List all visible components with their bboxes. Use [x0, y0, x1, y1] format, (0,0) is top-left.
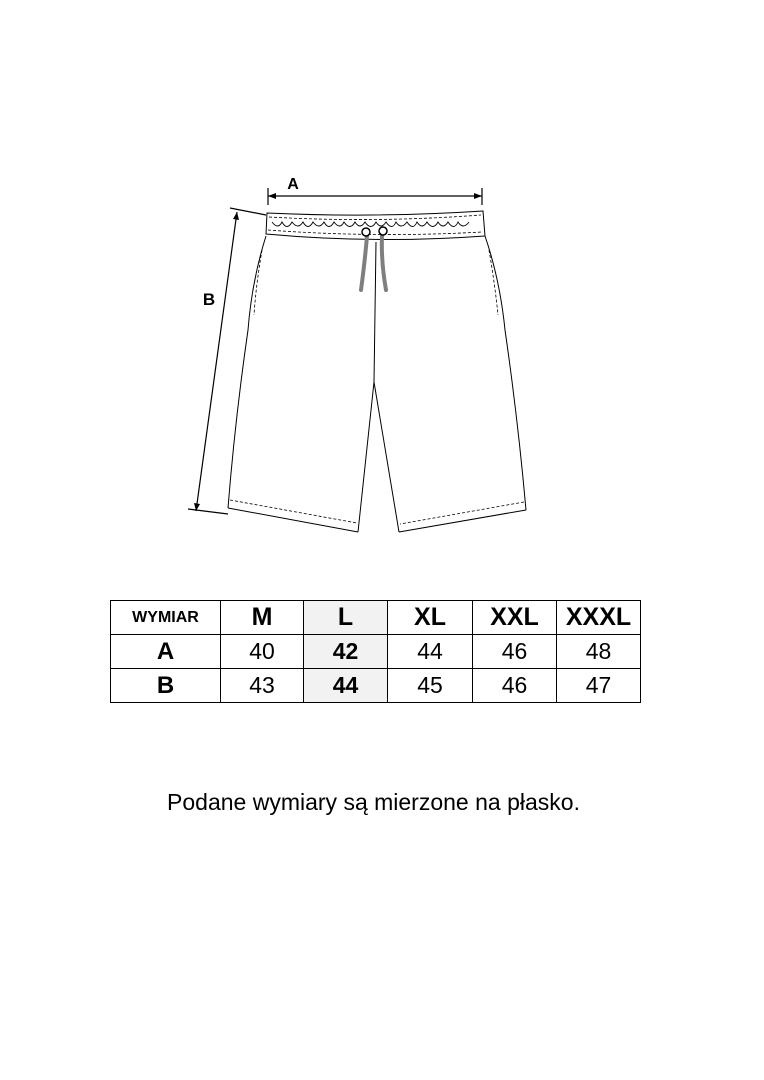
value-cell: 44	[388, 635, 473, 669]
value-cell: 47	[557, 669, 641, 703]
value-cell: 45	[388, 669, 473, 703]
value-cell-highlighted: 44	[304, 669, 388, 703]
dimension-a-label: A	[287, 176, 299, 193]
size-table	[110, 600, 641, 703]
value-cell-highlighted: 42	[304, 635, 388, 669]
shorts-outline	[228, 211, 526, 532]
value-cell: 46	[473, 635, 557, 669]
size-header-m: M	[221, 601, 304, 635]
dimension-b-label: B	[202, 290, 216, 309]
value-cell: 46	[473, 669, 557, 703]
measurement-note: Podane wymiary są mierzone na płasko.	[167, 789, 580, 815]
row-label-a: A	[111, 635, 221, 669]
size-header-xxxl: XXXL	[557, 601, 641, 635]
dimension-a	[268, 188, 482, 205]
dimension-b	[188, 208, 266, 514]
size-header-l: L	[304, 601, 388, 635]
value-cell: 40	[221, 635, 304, 669]
row-label-b: B	[111, 669, 221, 703]
size-header-xxl: XXL	[473, 601, 557, 635]
drawstring	[361, 227, 387, 290]
table-row-a	[111, 635, 641, 669]
value-cell: 48	[557, 635, 641, 669]
value-cell: 43	[221, 669, 304, 703]
table-header-label: WYMIAR	[111, 601, 221, 635]
table-header-row	[111, 601, 641, 635]
table-row-b	[111, 669, 641, 703]
size-header-xl: XL	[388, 601, 473, 635]
